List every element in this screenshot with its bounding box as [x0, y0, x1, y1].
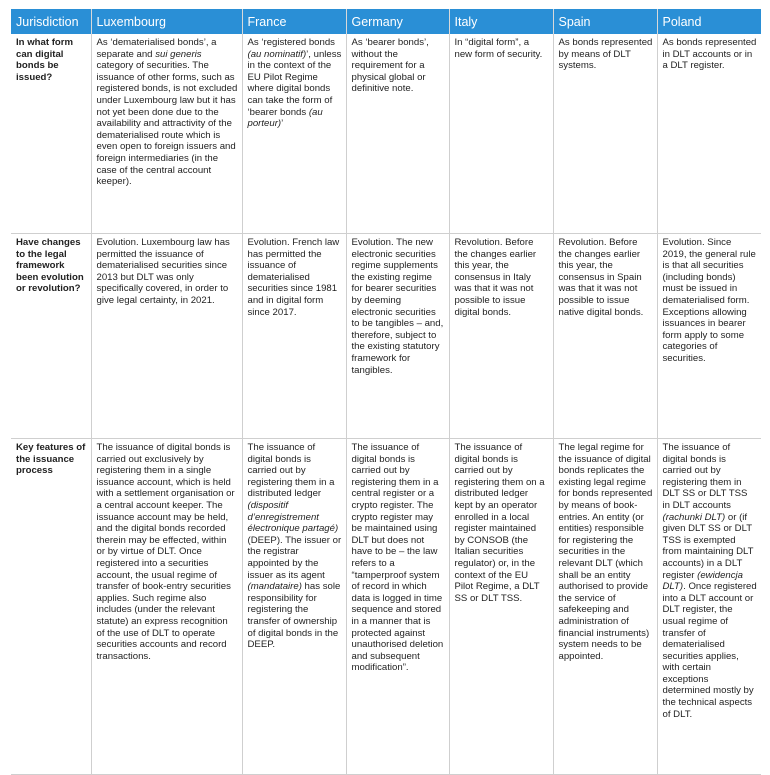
cell-poland: Evolution. Since 2019, the general rule is that all securities (including bonds) must be issued in dematerialised form. Exceptions allowing issuances in bearer form apply to some categories of securities. — [657, 234, 761, 439]
cell-text: ’ — [281, 118, 284, 130]
cell-text-italic: (mandataire) — [247, 581, 302, 593]
cell-germany: Evolution. The new electronic securities regime supplements the existing regime for bearer securities by deeming electronic securities to be tangibles – and, therefore, subject to the existing statutory framework for tangibles. — [346, 234, 449, 439]
header-poland: Poland — [657, 9, 761, 34]
cell-text-italic: sui generis — [155, 48, 202, 60]
header-luxembourg: Luxembourg — [91, 9, 242, 34]
header-jurisdiction: Jurisdiction — [11, 9, 91, 34]
cell-text-italic: (ewidencja DLT) — [662, 569, 744, 593]
cell-text: category of securities. The issuance of other forms, such as registered bonds, is not excluded under Luxembourg law but it has not yet been done due to the availability and attractivity of the dematerialised route which is even open to foreign issuers and foreign intermediaries (in the case of the central account keeper). — [96, 60, 238, 188]
cell-poland: As bonds represented in DLT accounts or in a DLT register. — [657, 34, 761, 234]
cell-text-italic: (au nominatif) — [247, 48, 307, 60]
cell-text: The issuance of digital bonds is carried out by registering them in DLT SS or DLT TSS in DLT accounts — [662, 442, 748, 511]
cell-luxembourg — [91, 34, 242, 234]
cell-text: has sole responsibility for registering the transfer of ownership of digital bonds in the DEEP. — [247, 581, 341, 651]
cell-italy: The issuance of digital bonds is carried out by registering them on a distributed ledger kept by an operator enrolled in a local register maintained by CONSOB (the Italian securities regulator) or, in the context of the EU Pilot Regime, a DLT SS or DLT TSS. — [449, 439, 553, 775]
cell-text: . Once registered into a DLT account or DLT register, the usual regime of transfer of dematerialised securities applies, with certain exceptions determined mostly by the technical aspects of DLT. — [662, 581, 757, 720]
cell-luxembourg: Evolution. Luxembourg law has permitted the issuance of dematerialised securities since 2013 but DLT was only specifically covered, in order to give legal certainty, in 2021. — [91, 234, 242, 439]
cell-spain: As bonds represented by means of DLT systems. — [553, 34, 657, 234]
table-row — [11, 234, 761, 439]
cell-text-italic: (au porteur) — [247, 106, 323, 130]
cell-france: Evolution. French law has permitted the issuance of dematerialised securities since 1981 and in digital form since 2017. — [242, 234, 346, 439]
cell-text: As ‘dematerialised bonds’, a separate and — [96, 37, 217, 60]
cell-spain: The legal regime for the issuance of digital bonds replicates the existing legal regime for bonds represented by means of book-entries. An entity (or entities) responsible for registering the securities in the relevant DLT (which shall be an entity authorised to provide the service of safekeeping and administration of financial instruments) system needs to be appointed. — [553, 439, 657, 775]
header-germany: Germany — [346, 9, 449, 34]
cell-text: or (if given DLT SS or DLT TSS is exempted from maintaining DLT accounts) in a DLT register — [662, 511, 754, 581]
header-italy: Italy — [449, 9, 553, 34]
cell-poland — [657, 439, 761, 775]
cell-italy: Revolution. Before the changes earlier this year, the consensus in Italy was that it was not possible to issue digital bonds. — [449, 234, 553, 439]
row-label: Key features of the issuance process — [11, 439, 91, 775]
header-france: France — [242, 9, 346, 34]
cell-text: (DEEP). The issuer or the registrar appointed by the issuer as its agent — [247, 534, 342, 581]
cell-france — [242, 34, 346, 234]
cell-germany: As ‘bearer bonds’, without the requirement for a physical global or definitive note. — [346, 34, 449, 234]
header-row — [11, 9, 761, 34]
cell-text: The issuance of digital bonds is carried out by registering them in a distributed ledger — [247, 442, 335, 500]
header-spain: Spain — [553, 9, 657, 34]
cell-text: As ‘registered bonds — [247, 37, 335, 48]
row-label: Have changes to the legal framework been evolution or revolution? — [11, 234, 91, 439]
cell-text-italic: (rachunki DLT) — [662, 511, 726, 523]
row-label: In what form can digital bonds be issued? — [11, 34, 91, 234]
cell-france — [242, 439, 346, 775]
comparison-table — [11, 9, 761, 775]
table-row — [11, 34, 761, 234]
cell-luxembourg: The issuance of digital bonds is carried out exclusively by registering them in a single issuance account, which is held with a settlement organisation or a central account keeper. The issuance account may be held, and the digital bonds recorded therein may be effected, within or by virtue of DLT. Once registered into a securities account, the usual regime of transfer of book-entry securities applies. Such regime also includes (under the relevant statute) an express recognition of the use of DLT to operate securities accounts and record transactions. — [91, 439, 242, 775]
cell-spain: Revolution. Before the changes earlier this year, the consensus in Spain was that it was not possible to issue native digital bonds. — [553, 234, 657, 439]
cell-text-italic: (dispositif d’enregistrement électronique partagé) — [247, 499, 339, 535]
cell-italy: In “digital form”, a new form of security. — [449, 34, 553, 234]
cell-germany: The issuance of digital bonds is carried out by registering them in a central register or a crypto register. The crypto register may be maintained using DLT but does not have to be – the law refers to a “tamperproof system of record in which data is logged in time sequence and stored in a manner that is protected against unauthorised deletion and subsequent modification”. — [346, 439, 449, 775]
cell-text: ’, unless in the context of the EU Pilot Regime where digital bonds can take the form of ‘bearer bonds — [247, 48, 342, 118]
table-row — [11, 439, 761, 775]
